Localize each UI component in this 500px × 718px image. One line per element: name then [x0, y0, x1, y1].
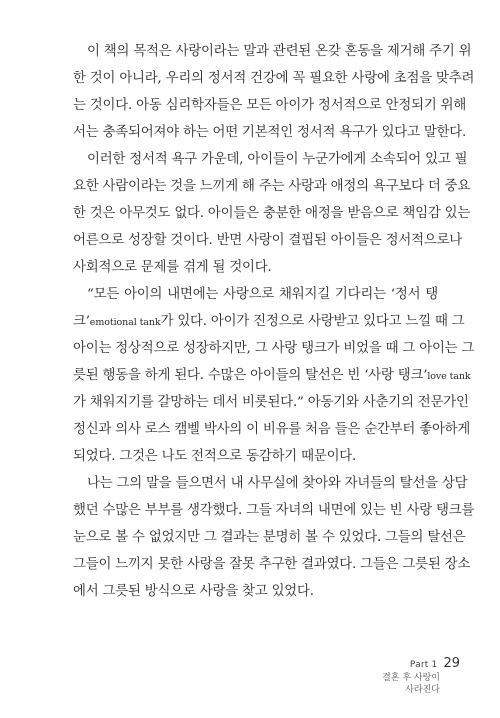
section-title-line-2: 사라진다 — [405, 685, 440, 695]
english-term: emotional tank — [89, 317, 161, 328]
section-title-line-1: 결혼 후 사랑이 — [382, 673, 440, 683]
text-line: 가 채워지기를 갈망하는 데서 비롯된다.” 아동기와 사춘기의 전문가인 — [73, 395, 469, 410]
footer-part-row — [410, 656, 460, 671]
text-line: “모든 아이의 내면에는 사랑으로 채워지길 기다리는 ‘정서 탱 — [87, 287, 438, 302]
text-line: 눈으로 볼 수 없었지만 그 결과는 분명히 볼 수 있었다. 그들의 탈선은 — [73, 530, 466, 545]
text-line: 어른으로 성장할 것이다. 반면 사랑이 결핍된 아이들은 정서적으로나 — [73, 233, 463, 248]
text-line: 했던 수많은 부부를 생각했다. 그들 자녀의 내면에 있는 빈 사랑 탱크를 — [73, 503, 475, 518]
part-label: Part 1 — [409, 660, 438, 670]
english-term: love tank — [427, 371, 471, 382]
text-line: 는 것이다. 아동 심리학자들은 모든 아이가 정서적으로 안정되기 위해 — [73, 98, 467, 113]
text-segment: 가 있다. 아이가 진정으로 사랑받고 있다고 느낄 때 그 — [160, 314, 465, 329]
text-line: 한 것이 아니라, 우리의 정서적 건강에 꼭 필요한 사랑에 초점을 맞추려 — [73, 71, 475, 86]
text-line — [73, 362, 471, 389]
text-line: 아이는 정상적으로 성장하지만, 그 사랑 탱크가 비었을 때 그 아이는 그 — [73, 341, 475, 356]
text-line: 그들이 느끼지 못한 사랑을 잘못 추구한 결과였다. 그들은 그릇된 장소 — [73, 557, 471, 572]
text-line: 한 것은 아무것도 없다. 아이들은 충분한 애정을 받음으로 책임감 있는 — [73, 206, 471, 221]
text-segment: 크’ — [73, 314, 90, 329]
text-line: 나는 그의 말을 들으면서 내 사무실에 찾아와 자녀들의 탈선을 상담 — [87, 476, 468, 491]
text-line: 되었다. 그것은 나도 전적으로 동감하기 때문이다. — [73, 449, 357, 464]
text-line: 이 책의 목적은 사랑이라는 말과 관련된 온갖 혼동을 제거해 주기 위 — [87, 44, 472, 59]
page-footer — [340, 656, 460, 696]
text-line: 정신과 의사 로스 캠벨 박사의 이 비유를 처음 들은 순간부터 좋아하게 — [73, 422, 471, 437]
page-number: 29 — [443, 656, 460, 671]
text-line — [73, 308, 465, 335]
text-segment: 릇된 행동을 하게 된다. 수많은 아이들의 탈선은 빈 ‘사랑 탱크’ — [73, 368, 428, 383]
text-line: 서는 충족되어져야 하는 어떤 기본적인 정서적 욕구가 있다고 말한다. — [73, 125, 467, 140]
text-line: 요한 사람이라는 것을 느끼게 해 주는 사랑과 애정의 욕구보다 더 중요 — [73, 179, 471, 194]
text-line: 이러한 정서적 욕구 가운데, 아이들이 누군가에게 소속되어 있고 필 — [87, 152, 468, 167]
text-line: 에서 그릇된 방식으로 사랑을 찾고 있었다. — [73, 584, 314, 599]
text-line: 사회적으로 문제를 겪게 될 것이다. — [73, 260, 272, 275]
body-text — [73, 38, 475, 605]
